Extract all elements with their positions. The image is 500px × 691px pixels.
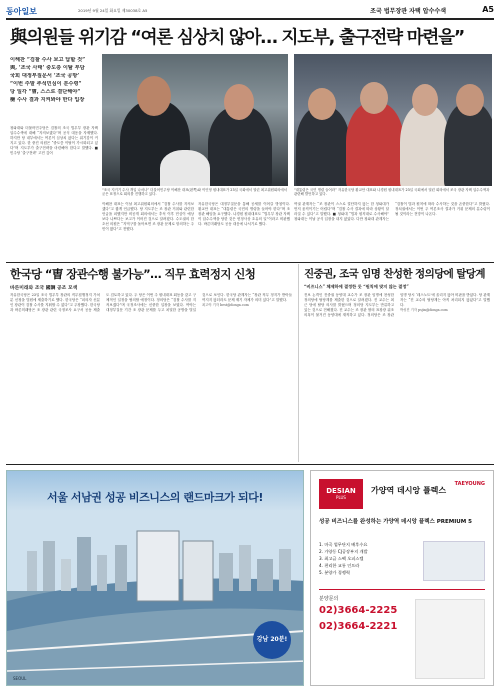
- story2-lead: 바른미래와 조국 國調 공조 모색: [10, 285, 78, 291]
- article-paragraph: 자유한국당은 23일 조국 법무부 장관의 직무집행정지 가처분 신청을 법원에 제출하기로 했다. 한국당은 “피의자 신분인 장관이 검찰 수사를 지휘할 수 없다”고 주장했다. 한국당과 바른미래당은 조 장관 관련 국정조사 요구서 공동 제출도 검토하고 있다. 두 당은 이번 주 원내대표 회동을 갖고 구체적인 일정을 협의할 예정이다. 정의당은 “검찰 수사를 지켜보겠다”며 국정조사에는 신중한 입장을 보였다. 여야는 대정부질문 기간 조 장관 문제를 두고 치열한 공방을 벌일 것으로 보인다. 한국당 관계자는 “장관 직무 정지가 받아들여지지 않더라도 문제 제기 자체가 의미 있다”고 말했다.: [10, 293, 292, 313]
- story3-body: [304, 293, 490, 459]
- lead-headline: 與의원들 위기감 “여론 심상치 않아… 지도부, 출구전략 마련을”: [10, 28, 465, 48]
- desian-plus-ad: [310, 470, 494, 686]
- page-number: A5: [482, 5, 494, 14]
- subhead: 국회 대정부질문서 ‘조국 공방’: [10, 72, 80, 79]
- subhead: “이번 주말 추석민심이 분수령”: [10, 80, 82, 87]
- brand-sub: PLUS: [336, 495, 346, 500]
- dateline: 2019년 9월 24일 화요일 제30038호 A5: [78, 8, 148, 13]
- story3-lead: “비즈니스” 체제하에 결정한 듯 “원칙에 맞지 않는 결정”: [304, 284, 409, 289]
- photo-caption: “조국 지키기 수사 개입 나서나” 더불어민주당 이해찬 대표(왼쪽)와 이인영 원내대표가 23일 국회에서 열린 최고위원회의에서 굳은 표정으로 회의를 진행하고 있다.: [102, 188, 287, 197]
- phone-label: 분양문의: [319, 596, 339, 602]
- phone-number: 02)3664-2225: [319, 605, 398, 616]
- article-paragraph: 여권 관계자는 “조 장관이 스스로 결단하지 않는 한 청와대가 먼저 움직이기는 어렵다”며 “검찰 수사 결과에 따라 상황이 달라질 수 있다”고 말했다. ■ 청와대 “법과 원칙대로 수사해야” 청와대는 이날 공식 입장을 내지 않았다. 다만 청와대 관계자는 “검찰이 법과 원칙에 따라 수사하는 것을 존중한다”고 밝혔다. 정치권에서는 이번 주 여론조사 결과가 거취 문제의 분수령이 될 것이라는 전망이 나온다.: [294, 202, 490, 222]
- building-complex: [137, 531, 179, 601]
- section-title: 조국 법무장관 자택 압수수색: [370, 8, 446, 15]
- byline: 박성진 기자 psjin@donga.com: [400, 308, 448, 313]
- subhead: 이해찬 “검찰 수사 보고 답할 것”: [10, 57, 86, 63]
- article-paragraph: 이해찬 대표는 이날 최고위원회의에서 “검찰 수사를 지켜보겠다”고 짧게 언급했다. 당 지도부는 조 장관 거취와 관련한 언급을 피했지만 비공개 회의에서는 추석 이후 민심이 예상보다 나쁘다는 보고가 이어진 것으로 알려졌다. 수도권의 한 초선 의원은 “지역구를 돌아보면 조 장관 문제로 항의하는 주민이 많다”고 전했다.: [102, 202, 194, 232]
- ad-small-label: SEOUL: [13, 676, 27, 681]
- phone-number: 02)3664-2221: [319, 621, 398, 632]
- ad-badge: 강남 20분!: [253, 621, 291, 659]
- newspaper-logo: 동아일보: [6, 7, 37, 16]
- brand-name: DESIAN: [326, 487, 356, 495]
- article-column: [10, 126, 98, 258]
- article-paragraph: 자유한국당은 대정부질문을 통해 공세를 이어갈 방침이다. 황교안 대표는 “대통령은 국민의 명령을 들어야 한다”며 조 장관 해임을 요구했다. 나경원 원내대표도 “법무부 장관 자택이 압수수색을 당한 것은 헌정사상 초유의 일”이라고 비판했다. 바른미래당도 공동 대응에 나서기로 했다.: [198, 202, 290, 227]
- subhead: 당 일각 “曺, 스스로 결단해야”: [10, 88, 81, 95]
- premium-item: 5. 분양가 경쟁력: [319, 570, 350, 575]
- photo-opposition-leaders: [294, 54, 492, 186]
- byline: 최고야 기자 best@donga.com: [202, 303, 249, 308]
- builder-logo: TAEYOUNG: [454, 481, 485, 487]
- article-column: [198, 202, 290, 258]
- ad-title: 가양역 데시앙 플렉스: [371, 486, 447, 495]
- subhead: 與, ‘조국 사태’ 중도층 이탈 부담: [10, 64, 85, 71]
- story2-headline: 한국당 “曺 장관수행 불가능”… 직무 효력정지 신청: [10, 267, 256, 281]
- section-rule: [6, 262, 494, 263]
- desian-logo: [319, 479, 363, 509]
- article-column: [102, 202, 194, 258]
- column-divider: [298, 264, 299, 462]
- photo-party-leaders: [102, 54, 288, 186]
- article-column: [294, 202, 490, 258]
- article-paragraph: 진보 논객인 진중권 동양대 교수가 조 장관 임명에 찬성한 정의당에 탈당계를 제출한 것으로 알려졌다. 진 교수는 최근 당에 탈당 의사를 밝혔으며 정의당 지도부는 만류하고 있는 것으로 전해졌다. 진 교수는 조 장관 딸의 표창장 위조 의혹이 불거진 동양대에 재직하고 있다. 정의당은 조 장관 임명 당시 ‘데스노트’에 올리지 않아 비판을 받았다. 당 관계자는 “진 교수의 탈당계는 아직 처리되지 않았다”고 말했다.: [304, 293, 490, 318]
- ad-rule: [6, 464, 494, 465]
- subheads: [10, 57, 100, 104]
- ad-slogan: 서울 서남권 성공 비즈니스의 랜드마크가 되다!: [46, 491, 264, 504]
- subhead: 檢 수사 결과 지켜봐야 한다 입장: [10, 96, 85, 103]
- premium-item: 3. 최고급 스펙 오피스텔: [319, 556, 364, 561]
- premium-list: [319, 541, 419, 576]
- city-illustration: [7, 511, 304, 686]
- ad-subtitle: 성공 비즈니스를 완성하는 가양역 데시앙 플렉스 PREMIUM 5: [319, 519, 472, 525]
- site-map: [423, 541, 485, 581]
- premium-item: 2. 가양동 CJ공장부지 개발: [319, 549, 368, 554]
- premium-item: 1. 마곡 업무단지 배후수요: [319, 542, 368, 547]
- real-estate-ad-banner: [6, 470, 304, 686]
- ad-fine-print-box: [415, 599, 485, 679]
- article-paragraph: 청와대와 더불어민주당은 검찰의 조국 법무부 장관 자택 압수수색에 대해 “지켜보겠다”며 공식 대응을 자제했다. 하지만 당 내부에서는 여론이 심상치 않다는 위기감이 커지고 있다. 한 중진 의원은 “중도층 이탈이 가시화되고 있다”며 지도부가 출구전략을 마련해야 한다고 말했다. ■ 민주당 ‘출구전략’ 고민 깊어: [10, 126, 98, 156]
- premium-item: 4. 편리한 교통 인프라: [319, 563, 360, 568]
- masthead: [6, 5, 494, 17]
- photo-caption: “대통령은 국민 명령 들어라” 자유한국당 황교안 대표와 나경원 원내대표가 23일 국회에서 열린 회의에서 조국 장관 자택 압수수색과 관련해 발언하고 있다.: [294, 188, 490, 197]
- story3-headline: 진중권, 조국 임명 찬성한 정의당에 탈당계: [304, 268, 485, 280]
- masthead-rule: [6, 18, 494, 20]
- story2-body: [10, 293, 292, 459]
